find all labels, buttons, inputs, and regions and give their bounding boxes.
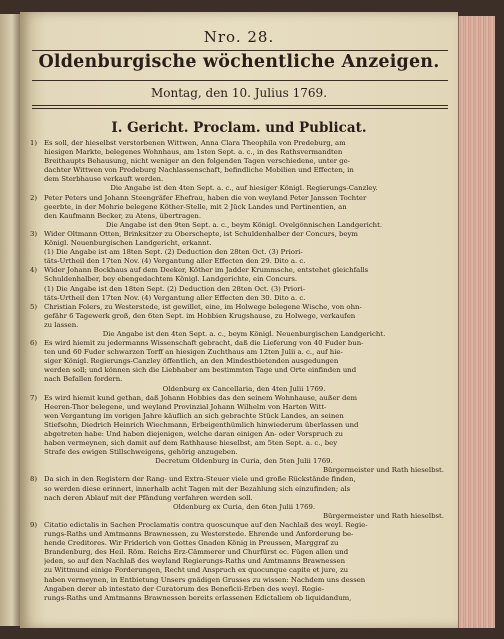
issue-date: Montag, den 10. Julius 1769. [150, 86, 328, 100]
text-line: zu Wittmund einige Forderungen, Recht und Anspruch ex quocunque capite et jure, zu [44, 566, 349, 575]
text-line: Oldenburg ex Curia, den 6ten Julii 1769. [172, 502, 316, 511]
text-line: Stiefsohn, Diedrich Heinrich Wiechmann, Erbeigenthümlich hinwiederum überlassen und [44, 420, 359, 429]
entry-number: 4) [30, 266, 38, 275]
text-line: Strafe des ewigen Stillschweigens, gehörig anzugeben. [44, 448, 238, 457]
text-line: Christian Folers, zu Westerstede, ist gewillet, eine, im Holwege belegene Wische, von ohn- [44, 302, 362, 311]
top-rule [32, 50, 448, 51]
notice-entry [30, 139, 444, 184]
text-line: jeden, so auf den Nachlaß des weyland Regierungs-Raths und Amtmanns Brawnessen [44, 557, 346, 566]
masthead-title: Oldenburgische wöchentliche Anzeigen. [38, 52, 440, 72]
text-line: Bürgermeister und Rath hieselbst. [322, 511, 444, 520]
text-line: so werden diese erinnert, innerhalb acht Tagen mit der Bezahlung sich einzufinden; als [44, 484, 351, 493]
text-line: Peter Peters und Johann Steengräfer Ehefrau, haben die von weyland Peter Janssen Tochter [44, 193, 367, 202]
text-line: gefähr 6 Tagewerk groß, den 6ten Sept. im Hobbien Krugshause, zu Holwege, verkaufen [44, 311, 356, 320]
text-line: Königl. Neuenburgischen Landgericht, erkannt. [44, 239, 212, 248]
date-rule-upper [32, 105, 448, 106]
text-line: dachter Wittwen von Predeburg Nachlassenschaft, befindliche Mobilien und Effecten, in [44, 166, 354, 175]
notice-note [30, 221, 444, 230]
entry-number: 9) [30, 520, 38, 529]
text-line: Decretum Oldenburg in Curia, den 5ten Julii 1769. [155, 457, 333, 466]
text-line: haben vermeynen, sich damit auf dem Rathhause hieselbst, am 5ten Sept. a. c., bey [44, 439, 338, 448]
text-line: Wider Johann Bockhaus auf dem Deeker, Köther im Jadder Krummsche, entstehet gleichfalls [44, 266, 369, 275]
notice-note [30, 457, 444, 466]
notice-note [30, 330, 444, 339]
previous-page-edge [0, 14, 20, 626]
text-line: (1) Die Angabe ist den 18ten Sept. (2) Deduction den 28ten Oct. (3) Priori- [44, 284, 306, 293]
notice-entry [30, 194, 444, 221]
text-line: geerbte, in der Mohrie belegene Köther-Stelle, mit 2 Jück Landes und Pertinentien, an [44, 202, 347, 211]
entry-number: 1) [30, 139, 38, 147]
text-line: hende Creditores. Wir Friderich von Gottes Gnaden König in Preussen, Marggraf zu [44, 539, 339, 548]
notice-entry [30, 475, 444, 502]
notice-entry [30, 303, 444, 330]
notice-note [30, 385, 444, 394]
text-line: wen Vergantung im vorigen Jahre käuflich an sich gebrachte Stück Landes, an seinen [44, 411, 344, 420]
text-line: täts-Urtheil den 17ten Nov. (4) Vergantung aller Effecten den 30. Dito a. c. [44, 293, 306, 302]
notice-entry [30, 230, 444, 266]
entry-number: 8) [30, 475, 38, 484]
notice-entry [30, 339, 444, 384]
text-line: ten und 60 Fuder schwarzen Torff an hiesigen Zuchthaus am 12ten Julii a. c., auf hie- [44, 348, 343, 357]
notice-entry [30, 521, 444, 603]
masthead-rule [32, 80, 448, 81]
text-line: Brandenburg, des Heil. Röm. Reichs Erz-Cämmerer und Churfürst ec. Fügen allen und [44, 548, 349, 557]
text-line: Es wird hiemit kund gethan, daß Johann Hobbies das den seinem Wohnhause, außer dem [44, 393, 358, 402]
entry-number: 5) [30, 302, 38, 311]
text-line: hiesigen Markte, belegenes Wohnhaus, am 1sten Sept. a. c., in des Rathsvermandten [44, 148, 343, 157]
text-line: Die Angabe ist den 4ten Sept. a. c., auf hiesiger Königl. Regierungs-Canzley. [110, 184, 378, 193]
issue-number: Nro. 28. [203, 28, 275, 46]
text-line: Die Angabe ist den 9ten Sept. a. c., beym Königl. Ovelgönnischen Landgericht. [105, 220, 383, 229]
text-line: Heeren-Thor belegene, und weyland Provinzial Johann Wilhelm von Harten Witt- [44, 402, 327, 411]
notice-entry [30, 266, 444, 302]
text-line: Schuldenhalber, bey ebengedachtem Königl. Landgerichte, ein Concurs. [44, 275, 298, 284]
notice-body [30, 139, 444, 603]
text-line: siger Königl. Regierungs-Canzley öffentlich, an den Mindestbietenden ausgedungen [44, 357, 339, 366]
text-line: Es soll, der hieselbst verstorbenen Wittwen, Anna Clara Theophila von Predeburg, am [44, 139, 346, 147]
text-line: nach deren Ablauf mit der Pfändung verfahren werden soll. [44, 493, 253, 502]
text-line: Die Angabe ist den 4ten Sept. a. c., beym Königl. Neuenburgischen Landgericht. [102, 329, 386, 338]
notice-note [30, 184, 444, 193]
text-line: Wider Oltmann Otten, Brinksitzer zu Oberschepte, ist Schuldenhalber der Concurs, beym [44, 229, 358, 238]
text-line: rungs-Raths und Amtmanns Brawnessen bereits erlassenen Edictaliem ob liquidandum, [44, 593, 352, 602]
notice-note [30, 503, 444, 512]
text-line: Breithaupts Behausung, nicht weniger an den folgenden Tagen verschiedene, unter ge- [44, 157, 350, 166]
text-line: haben vermeynen, in Entbietung Unsers gnädigen Grusses zu wissen: Nachdem uns dessen [44, 575, 366, 584]
entry-number: 6) [30, 339, 38, 348]
newspaper-page [20, 12, 458, 628]
date-rule-lower [32, 108, 448, 109]
text-line: Angaben derer ab intestato der Curatorum des Beneficii-Erben des weyl. Regie- [44, 584, 325, 593]
text-line: Da sich in den Registern der Rang- und Extra-Steuer viele und große Rückstände finden, [44, 475, 356, 484]
text-line: täts-Urtheil den 17ten Nov. (4) Vergantung aller Effecten den 29. Dito a. c. [44, 257, 306, 266]
notice-entry [30, 394, 444, 458]
text-line: werden soll; und können sich die Liebhaber am bestimmten Tage und Orte einfinden und [44, 366, 357, 375]
text-line: Citatio edictalis in Sachen Proclamatis contra quoscunque auf den Nachlaß des weyl. Regie- [44, 520, 368, 529]
text-line: nach Befallen fordern. [44, 375, 123, 384]
text-line: (1) Die Angabe ist am 18ten Sept. (2) Deduction den 28ten Oct. (3) Priori- [44, 248, 303, 257]
text-line: dem Sterbhause verkauft werden. [44, 175, 164, 184]
text-line: den Kaufmann Becker, zu Atens, übertragen. [44, 211, 202, 220]
text-line: zu lassen. [44, 320, 79, 329]
text-line: rungs-Raths und Amtmanns Brawnessen, zu Westerstede. Ehrende und Anforderung be- [44, 530, 354, 539]
text-line: Bürgermeister und Rath hieselbst. [322, 466, 444, 475]
text-line: Es wird hiemit zu jedermanns Wissenschaft gebracht, daß die Lieferung von 40 Fuder bun- [44, 339, 364, 348]
section-heading: I. Gericht. Proclam. und Publicat. [111, 120, 367, 136]
entry-number: 7) [30, 393, 38, 402]
entry-number: 2) [30, 193, 38, 202]
page-stack-edge [458, 16, 495, 628]
text-line: abgetreten habe: Und haben diejenigen, welche daran einigen An- oder Vorspruch zu [44, 430, 343, 438]
entry-number: 3) [30, 229, 38, 238]
notice-note [30, 512, 444, 521]
notice-note [30, 466, 444, 475]
text-line: Oldenburg ex Cancellaria, den 4ten Julii 1769. [162, 384, 326, 393]
